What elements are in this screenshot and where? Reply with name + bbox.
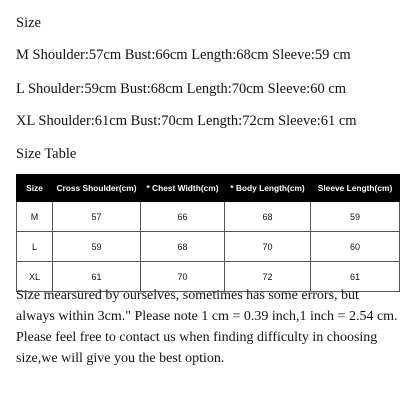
note-line: Please feel free to contact us when finding difficulty in choosing [16, 330, 378, 345]
header-body-length: * Body Length(cm) [225, 175, 311, 202]
size-heading: Size [16, 15, 41, 31]
size-table-heading: Size Table [16, 146, 77, 162]
table-cell: 66 [141, 202, 225, 232]
table-cell: 59 [53, 232, 141, 262]
table-header-row [17, 175, 400, 202]
size-table [16, 174, 400, 292]
table-cell: L [17, 232, 53, 262]
table-cell: 68 [141, 232, 225, 262]
size-line-m: M Shoulder:57cm Bust:66cm Length:68cm Sleeve:59 cm [16, 47, 351, 63]
table-cell: 61 [53, 262, 141, 292]
table-row [17, 202, 400, 232]
table-cell: M [17, 202, 53, 232]
note-line: always within 3cm." Please note 1 cm = 0.39 inch,1 inch = 2.54 cm. [16, 309, 398, 324]
table-cell: 68 [225, 202, 311, 232]
size-note [16, 285, 412, 369]
header-sleeve-length: Sleeve Length(cm) [311, 175, 400, 202]
note-line: size,we will give you the best option. [16, 351, 225, 366]
table-cell: 70 [225, 232, 311, 262]
table-cell: 61 [311, 262, 400, 292]
table-cell: 59 [311, 202, 400, 232]
table-cell: 57 [53, 202, 141, 232]
table-cell: 60 [311, 232, 400, 262]
size-line-xl: XL Shoulder:61cm Bust:70cm Length:72cm Sleeve:61 cm [16, 113, 357, 129]
size-line-l: L Shoulder:59cm Bust:68cm Length:70cm Sleeve:60 cm [16, 81, 347, 97]
note-line: Size mearsured by ourselves, sometimes has some errors, but [16, 288, 359, 303]
table-row [17, 232, 400, 262]
table-cell: XL [17, 262, 53, 292]
header-cross-shoulder: Cross Shoulder(cm) [53, 175, 141, 202]
table-cell: 72 [225, 262, 311, 292]
table-cell: 70 [141, 262, 225, 292]
header-chest-width: * Chest Width(cm) [141, 175, 225, 202]
header-size: Size [17, 175, 53, 202]
